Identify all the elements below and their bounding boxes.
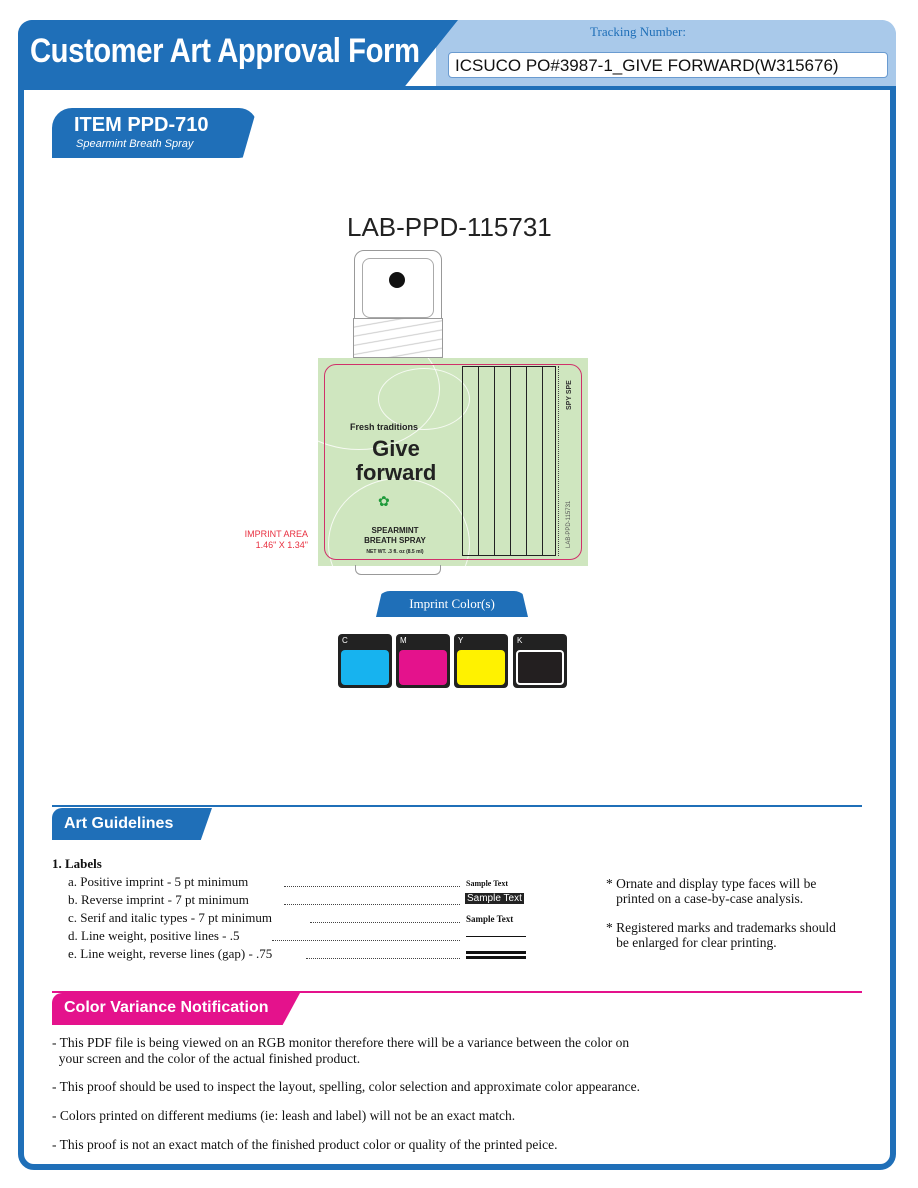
drug-facts-divider [526,366,527,556]
label-name-line2: forward [355,460,437,485]
labels-heading: 1. Labels [52,856,102,871]
label-brand: Fresh traditions [350,422,419,432]
label-net-weight: NET WT. .3 fl. oz (8.5 ml) [366,549,424,555]
sample-positive-line [466,936,526,937]
art-guidelines-rule [52,805,862,807]
guideline-d: d. Line weight, positive lines - .5 [68,928,240,943]
drug-facts-divider [510,366,511,556]
guideline-c: c. Serif and italic types - 7 pt minimum [68,910,272,925]
nozzle-icon [389,272,405,288]
drug-facts-divider [558,366,560,556]
leaf-icon: ✿ [378,495,390,510]
leader-dots [310,922,460,923]
swatch-yellow [454,634,508,688]
swatch-cyan [338,634,392,688]
swatch-black [513,634,567,688]
label-product-line1: SPEARMINT [371,526,419,535]
sample-reverse: Sample Text [467,893,522,904]
header-divider [18,86,896,90]
leader-dots [284,886,460,887]
label-name-line1: Give [372,436,420,461]
leader-dots [272,940,460,941]
sample-reverse-line-bottom [466,956,526,959]
tracking-number-field[interactable]: ICSUCO PO#3987-1_GIVE FORWARD(W315676) [448,52,888,78]
imprint-colors-label: Imprint Color(s) [409,596,495,611]
color-variance-rule [52,991,862,993]
imprint-area-label: IMPRINT AREA [244,529,308,539]
label-product-name [352,437,440,485]
swatch-letter: K [517,636,523,645]
label-product-type [350,526,440,546]
lab-code-title: LAB-PPD-115731 [347,212,552,242]
variance-line-4: - This proof is not an exact match of the finished product color or quality of the printed peice. [52,1137,558,1152]
swatch-letter: C [342,636,348,645]
swatch-letter: M [400,636,407,645]
swatch-fill [399,650,447,685]
form-title: Customer Art Approval Form [30,32,420,70]
bottle-neck [353,318,443,358]
sample-serif: Sample Text [466,914,514,924]
item-title: ITEM PPD-710 [74,114,209,136]
swatch-fill [457,650,505,685]
tracking-label: Tracking Number: [590,24,686,39]
drug-facts-divider [478,366,479,556]
note-ornate: * Ornate and display type faces will be printed on a case-by-case analysis. [606,876,817,906]
note-registered: * Registered marks and trademarks should be enlarged for clear printing. [606,920,836,950]
swatch-fill [341,650,389,685]
imprint-area-size: 1.46" X 1.34" [255,540,308,550]
bottle-base [355,565,441,575]
guideline-b: b. Reverse imprint - 7 pt minimum [68,892,249,907]
variance-line-1: - This PDF file is being viewed on an RGB monitor therefore there will be a variance between the color on [52,1035,630,1050]
label-product-line2: BREATH SPRAY [364,536,426,545]
sample-reverse-line-top [466,951,526,954]
guideline-e: e. Line weight, reverse lines (gap) - .75 [68,946,273,961]
leader-dots [284,904,460,905]
drug-facts-divider [494,366,495,556]
color-variance-title: Color Variance Notification [64,999,269,1016]
guideline-a: a. Positive imprint - 5 pt minimum [68,874,249,889]
variance-line-2: - This proof should be used to inspect the layout, spelling, color selection and approximate color appearance. [52,1079,640,1094]
drug-facts-divider [542,366,543,556]
leader-dots [306,958,460,959]
variance-line-1b: your screen and the color of the actual finished product. [52,1051,361,1066]
spray-cap-inner [362,258,434,318]
art-guidelines-title: Art Guidelines [64,815,174,832]
label-side-text: SPY SPE [566,380,573,410]
swatch-magenta [396,634,450,688]
sample-positive: Sample Text [466,879,509,888]
swatch-letter: Y [458,636,464,645]
variance-line-3: - Colors printed on different mediums (ie: leash and label) will not be an exact match. [52,1108,516,1123]
item-subtitle: Spearmint Breath Spray [76,138,194,150]
imprint-area-note [238,529,308,551]
swatch-fill [516,650,564,685]
label-side-code: LAB-PPD-115731 [566,500,572,548]
